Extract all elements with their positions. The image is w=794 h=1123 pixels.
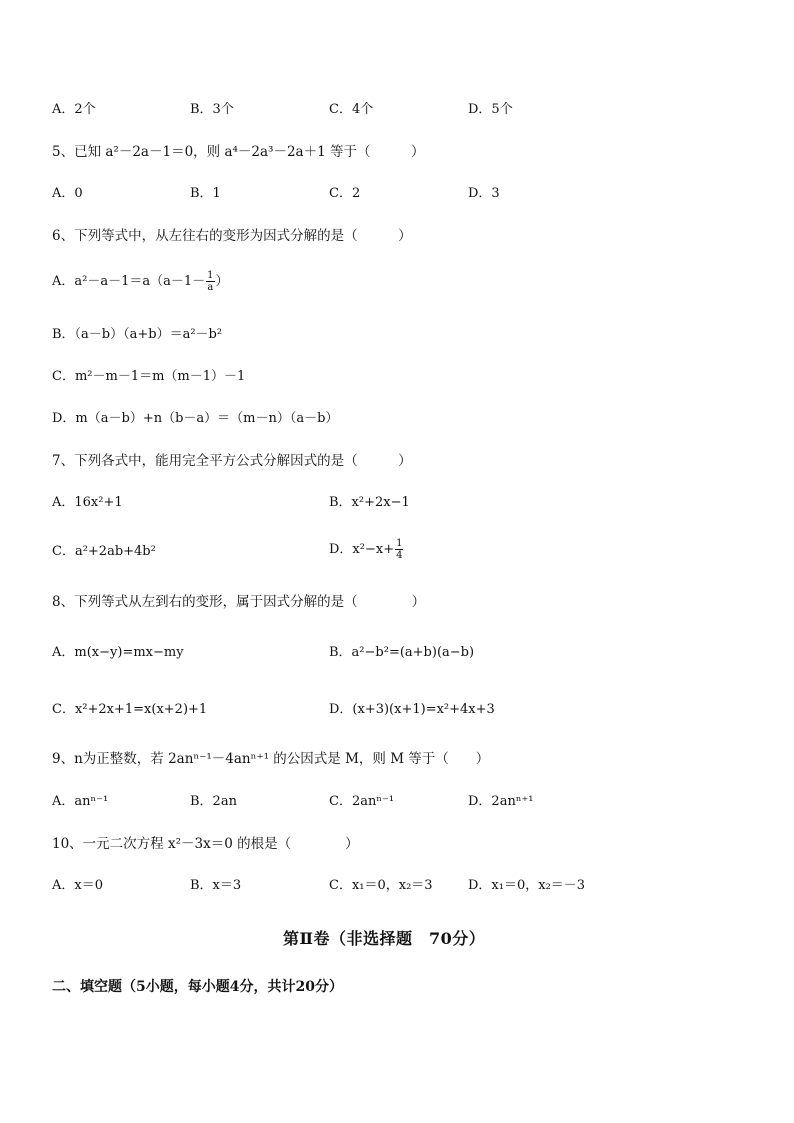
q10-option-b: B．x＝3 [190, 878, 242, 893]
q9-stem: 9、n为正整数，若 2anⁿ⁻¹－4anⁿ⁺¹ 的公因式是 M，则 M 等于（ ） [52, 751, 490, 767]
q5-option-d: D．3 [468, 186, 500, 201]
q7-option-d-text: D．x²−x+ [329, 542, 395, 557]
q8-option-b: B．a²−b²=(a+b)(a−b) [329, 645, 475, 660]
q7-frac-denominator: 4 [396, 550, 403, 561]
q9-option-a: A．anⁿ⁻¹ [52, 794, 109, 809]
q9-option-b: B．2an [190, 794, 237, 809]
q7-stem: 7、下列各式中，能用完全平方公式分解因式的是（ ） [52, 453, 412, 469]
q6-frac-numerator: 1 [207, 270, 214, 281]
q8-option-c: C．x²+2x+1=x(x+2)+1 [52, 702, 208, 717]
q9-option-d: D．2anⁿ⁺¹ [468, 794, 534, 809]
section-title: 第Ⅱ卷（非选择题 70分） [283, 929, 486, 948]
q6-option-c: C．m²－m－1＝m（m－1）－1 [52, 369, 246, 384]
q7-option-c: C．a²+2ab+4b² [52, 544, 156, 559]
q9-option-c: C．2anⁿ⁻¹ [329, 794, 395, 809]
q6-option-a-suffix: ） [215, 274, 229, 289]
q4-option-b: B．3个 [190, 102, 234, 117]
q6-option-a-fraction [206, 270, 214, 293]
q6-option-a-text: A．a²－a－1＝a（a－1－ [52, 274, 206, 289]
q10-option-d: D．x₁＝0，x₂＝－3 [468, 878, 586, 893]
q4-option-c: C．4个 [329, 102, 374, 117]
q5-option-c: C．2 [329, 186, 361, 201]
q8-option-a: A．m(x−y)=mx−my [52, 645, 184, 660]
q10-option-a: A．x＝0 [52, 878, 103, 893]
q10-option-c: C．x₁＝0，x₂＝3 [329, 878, 433, 893]
q5-stem: 5、已知 a²－2a－1＝0，则 a⁴－2a³－2a＋1 等于（ ） [52, 144, 425, 160]
q8-stem: 8、下列等式从左到右的变形，属于因式分解的是（ ） [52, 594, 426, 610]
q7-option-b: B．x²+2x−1 [329, 495, 410, 510]
q4-option-d: D．5个 [468, 102, 513, 117]
q6-option-d: D．m（a－b）+n（b－a）＝（m－n）（a－b） [52, 411, 339, 426]
section-part-heading: 二、填空题（5小题，每小题4分，共计20分） [52, 979, 343, 995]
q6-option-b: B．（a－b）（a+b）＝a²－b² [52, 327, 223, 342]
q7-frac-numerator: 1 [396, 538, 403, 549]
q5-option-b: B．1 [190, 186, 221, 201]
q8-option-d: D．(x+3)(x+1)=x²+4x+3 [329, 702, 495, 717]
q5-option-a: A．0 [52, 186, 83, 201]
q7-option-d [329, 538, 404, 561]
q4-option-a: A．2个 [52, 102, 96, 117]
q6-stem: 6、下列等式中，从左往右的变形为因式分解的是（ ） [52, 228, 412, 244]
q7-option-a: A．16x²+1 [52, 495, 123, 510]
q10-stem: 10、一元二次方程 x²－3x＝0 的根是（ ） [52, 836, 359, 852]
q6-frac-denominator: a [207, 282, 214, 293]
q7-option-d-fraction [395, 538, 403, 561]
q6-option-a [52, 270, 229, 293]
